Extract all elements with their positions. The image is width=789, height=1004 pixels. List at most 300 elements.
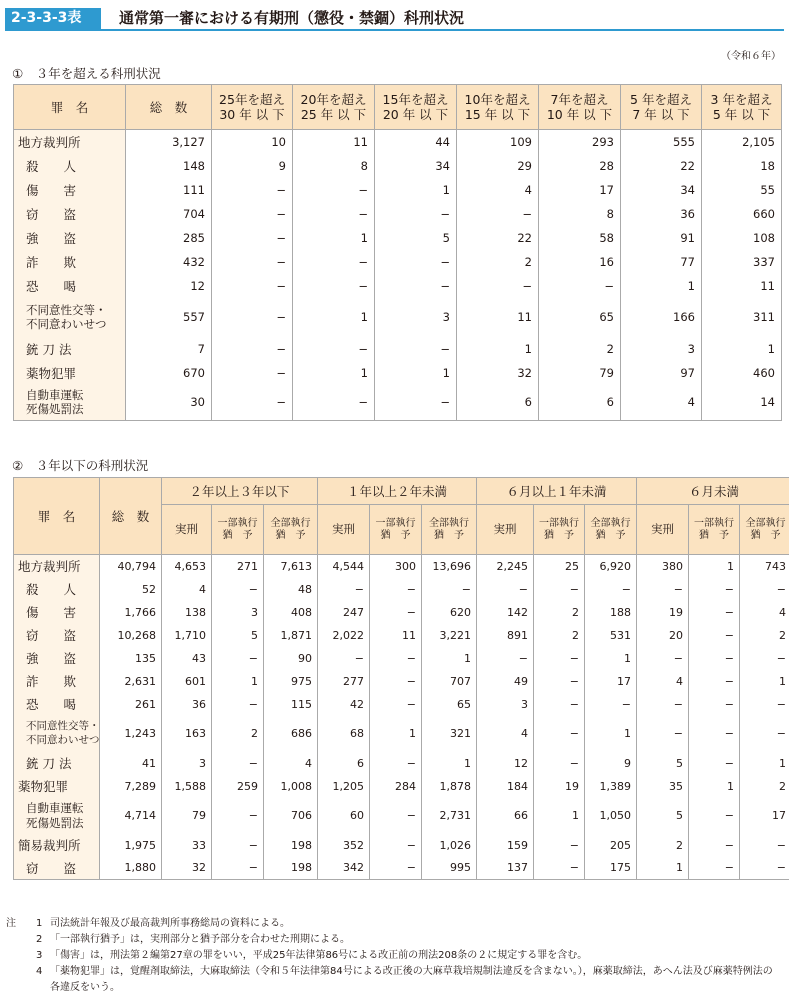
- table-row: [14, 202, 782, 226]
- cell-value: 205: [585, 834, 637, 857]
- col-header-10-15: 10年を超え 15 年 以 下: [457, 85, 539, 130]
- cell-value: 5: [637, 798, 689, 834]
- cell-value: 4: [740, 601, 789, 624]
- col-header-total: 総 数: [126, 85, 212, 130]
- subcol-partial-suspension: 一部執行 猶 予: [370, 505, 422, 555]
- cell-value: 79: [539, 361, 621, 385]
- cell-value: 11: [293, 130, 375, 154]
- table-row: [14, 154, 782, 178]
- cell-value: 137: [477, 857, 534, 880]
- cell-value: 4: [621, 385, 702, 421]
- cell-value: −: [293, 250, 375, 274]
- cell-value: 1: [375, 361, 457, 385]
- row-label: 簡易裁判所: [14, 834, 100, 857]
- table-row: [14, 361, 782, 385]
- cell-value: −: [370, 693, 422, 716]
- row-label: 銃 刀 法: [14, 752, 100, 775]
- cell-value: 704: [126, 202, 212, 226]
- cell-value: 166: [621, 298, 702, 337]
- cell-value: −: [477, 578, 534, 601]
- row-label: 詐 欺: [14, 250, 126, 274]
- cell-value: 10: [212, 130, 293, 154]
- note-number: 1: [36, 918, 43, 929]
- cell-value: 34: [375, 154, 457, 178]
- cell-value: −: [740, 647, 789, 670]
- cell-value: −: [293, 178, 375, 202]
- cell-value: 175: [585, 857, 637, 880]
- cell-value: 6: [457, 385, 539, 421]
- cell-value: 32: [457, 361, 539, 385]
- cell-value: 1,389: [585, 775, 637, 798]
- cell-value: 5: [637, 752, 689, 775]
- cell-value: 90: [264, 647, 318, 670]
- table-row: [14, 298, 782, 337]
- cell-value: 109: [457, 130, 539, 154]
- cell-value: 40,794: [100, 555, 162, 578]
- cell-value: 4: [477, 716, 534, 752]
- cell-value: 380: [637, 555, 689, 578]
- table-header: [5, 8, 784, 31]
- cell-value: 1: [375, 178, 457, 202]
- cell-value: −: [534, 857, 585, 880]
- cell-value: 3: [375, 298, 457, 337]
- col-header-crime: 罪 名: [14, 85, 126, 130]
- subcol-jikkei: 実刑: [318, 505, 370, 555]
- cell-value: 408: [264, 601, 318, 624]
- table-row: [14, 834, 789, 857]
- cell-value: −: [375, 274, 457, 298]
- cell-value: 138: [162, 601, 212, 624]
- row-label: 地方裁判所: [14, 130, 126, 154]
- cell-value: 1: [212, 670, 264, 693]
- table-row: [14, 130, 782, 154]
- cell-value: 1,766: [100, 601, 162, 624]
- note-item: [6, 964, 781, 996]
- cell-value: 1: [689, 555, 740, 578]
- cell-value: 995: [422, 857, 477, 880]
- cell-value: −: [740, 834, 789, 857]
- cell-value: 1,975: [100, 834, 162, 857]
- subcol-full-suspension: 全部執行 猶 予: [585, 505, 637, 555]
- table-row: [14, 337, 782, 361]
- row-label: 自動車運転 死傷処罰法: [14, 798, 100, 834]
- col-header-7-10: 7年を超え 10 年 以 下: [539, 85, 621, 130]
- group-header-under-6m: ６月未満: [637, 478, 789, 505]
- table-row: [14, 647, 789, 670]
- cell-value: 8: [539, 202, 621, 226]
- cell-value: 28: [539, 154, 621, 178]
- cell-value: −: [689, 693, 740, 716]
- note-number: 3: [36, 950, 43, 961]
- cell-value: 1: [422, 647, 477, 670]
- cell-value: −: [212, 857, 264, 880]
- cell-value: 1: [370, 716, 422, 752]
- cell-value: 660: [702, 202, 782, 226]
- cell-value: 68: [318, 716, 370, 752]
- col-header-total: 総 数: [100, 478, 162, 555]
- cell-value: −: [539, 274, 621, 298]
- subcol-full-suspension: 全部執行 猶 予: [264, 505, 318, 555]
- cell-value: 1,878: [422, 775, 477, 798]
- cell-value: −: [740, 857, 789, 880]
- table-row: [14, 601, 789, 624]
- cell-value: −: [375, 202, 457, 226]
- cell-value: −: [585, 578, 637, 601]
- cell-value: 163: [162, 716, 212, 752]
- cell-value: 975: [264, 670, 318, 693]
- cell-value: 10,268: [100, 624, 162, 647]
- table-row: [14, 693, 789, 716]
- cell-value: 1: [293, 226, 375, 250]
- subcol-jikkei: 実刑: [162, 505, 212, 555]
- cell-value: 2: [457, 250, 539, 274]
- cell-value: 17: [585, 670, 637, 693]
- cell-value: 77: [621, 250, 702, 274]
- cell-value: 1: [689, 775, 740, 798]
- cell-value: 2,105: [702, 130, 782, 154]
- cell-value: 1: [585, 716, 637, 752]
- cell-value: 555: [621, 130, 702, 154]
- cell-value: 198: [264, 857, 318, 880]
- cell-value: 184: [477, 775, 534, 798]
- cell-value: −: [534, 578, 585, 601]
- cell-value: 12: [126, 274, 212, 298]
- table-row: [14, 578, 789, 601]
- cell-value: −: [370, 578, 422, 601]
- row-label: 薬物犯罪: [14, 361, 126, 385]
- cell-value: −: [477, 647, 534, 670]
- cell-value: 148: [126, 154, 212, 178]
- cell-value: 159: [477, 834, 534, 857]
- cell-value: 1: [534, 798, 585, 834]
- cell-value: −: [637, 578, 689, 601]
- cell-value: 65: [539, 298, 621, 337]
- cell-value: 1: [637, 857, 689, 880]
- table-row: [14, 752, 789, 775]
- cell-value: 8: [293, 154, 375, 178]
- cell-value: 2: [534, 601, 585, 624]
- cell-value: 2,731: [422, 798, 477, 834]
- cell-value: −: [293, 202, 375, 226]
- cell-value: 321: [422, 716, 477, 752]
- row-label: 恐 喝: [14, 274, 126, 298]
- cell-value: 3: [212, 601, 264, 624]
- cell-value: −: [212, 361, 293, 385]
- row-label: 殺 人: [14, 154, 126, 178]
- cell-value: 11: [702, 274, 782, 298]
- cell-value: 337: [702, 250, 782, 274]
- cell-value: −: [534, 670, 585, 693]
- cell-value: 2,245: [477, 555, 534, 578]
- cell-value: −: [212, 337, 293, 361]
- cell-value: 65: [422, 693, 477, 716]
- table-row: [14, 178, 782, 202]
- row-label: 不同意性交等・ 不同意わいせつ: [14, 716, 100, 752]
- cell-value: −: [212, 798, 264, 834]
- cell-value: 1,871: [264, 624, 318, 647]
- col-header-25-30: 25年を超え 30 年 以 下: [212, 85, 293, 130]
- cell-value: 601: [162, 670, 212, 693]
- cell-value: 22: [621, 154, 702, 178]
- note-text: 「傷害」は，刑法第２編第27章の罪をいい，平成25年法律第86号による改正前の刑法208条の２に規定する罪を含む。: [50, 950, 588, 961]
- cell-value: 66: [477, 798, 534, 834]
- cell-value: −: [293, 337, 375, 361]
- cell-value: 4: [637, 670, 689, 693]
- cell-value: −: [689, 857, 740, 880]
- note-item: [6, 948, 781, 964]
- cell-value: −: [637, 647, 689, 670]
- note-text: 「薬物犯罪」は，覚醒剤取締法，大麻取締法（令和５年法律第84号による改正後の大麻草栽培規制法違反を含まない。），麻薬取締法，あへん法及び麻薬特例法の各違反をいう。: [50, 966, 773, 993]
- cell-value: 1,205: [318, 775, 370, 798]
- cell-value: 22: [457, 226, 539, 250]
- cell-value: 36: [621, 202, 702, 226]
- table-id-badge: 2-3-3-3表: [5, 8, 101, 29]
- cell-value: 4,653: [162, 555, 212, 578]
- cell-value: 460: [702, 361, 782, 385]
- cell-value: 670: [126, 361, 212, 385]
- note-item: [6, 916, 781, 932]
- section2-title: ② ３年以下の科刑状況: [12, 458, 149, 473]
- cell-value: 1: [293, 298, 375, 337]
- cell-value: −: [740, 693, 789, 716]
- cell-value: 531: [585, 624, 637, 647]
- cell-value: −: [689, 752, 740, 775]
- cell-value: 48: [264, 578, 318, 601]
- table-row: [14, 250, 782, 274]
- cell-value: −: [689, 670, 740, 693]
- table-row: [14, 775, 789, 798]
- subcol-jikkei: 実刑: [637, 505, 689, 555]
- cell-value: 33: [162, 834, 212, 857]
- cell-value: 4: [457, 178, 539, 202]
- row-label: 傷 害: [14, 601, 100, 624]
- cell-value: 743: [740, 555, 789, 578]
- cell-value: 1: [702, 337, 782, 361]
- cell-value: 1: [585, 647, 637, 670]
- row-label: 強 盗: [14, 226, 126, 250]
- cell-value: 311: [702, 298, 782, 337]
- note-text: 司法統計年報及び最高裁判所事務総局の資料による。: [50, 918, 290, 929]
- cell-value: 55: [702, 178, 782, 202]
- cell-value: 1,243: [100, 716, 162, 752]
- cell-value: −: [689, 647, 740, 670]
- cell-value: 2: [212, 716, 264, 752]
- cell-value: −: [740, 578, 789, 601]
- cell-value: 111: [126, 178, 212, 202]
- section1-title: ① ３年を超える科刑状況: [12, 66, 161, 81]
- note-number: 2: [36, 934, 43, 945]
- cell-value: 1,710: [162, 624, 212, 647]
- row-label: 窃 盗: [14, 624, 100, 647]
- cell-value: 5: [212, 624, 264, 647]
- row-label: 薬物犯罪: [14, 775, 100, 798]
- cell-value: 58: [539, 226, 621, 250]
- cell-value: 1,026: [422, 834, 477, 857]
- cell-value: 3,221: [422, 624, 477, 647]
- note-item: [6, 932, 781, 948]
- cell-value: 706: [264, 798, 318, 834]
- cell-value: 293: [539, 130, 621, 154]
- cell-value: 2: [637, 834, 689, 857]
- col-header-5-7: 5 年を超え 7 年 以 下: [621, 85, 702, 130]
- cell-value: 4: [162, 578, 212, 601]
- cell-value: −: [212, 834, 264, 857]
- cell-value: 432: [126, 250, 212, 274]
- over-3-years-table: [13, 84, 782, 421]
- table-row: [14, 798, 789, 834]
- cell-value: 1: [621, 274, 702, 298]
- col-header-20-25: 20年を超え 25 年 以 下: [293, 85, 375, 130]
- subcol-jikkei: 実刑: [477, 505, 534, 555]
- table-title: 通常第一審における有期刑（懲役・禁錮）科刑状況: [119, 9, 465, 27]
- cell-value: −: [457, 274, 539, 298]
- cell-value: 30: [126, 385, 212, 421]
- cell-value: 91: [621, 226, 702, 250]
- cell-value: −: [534, 716, 585, 752]
- cell-value: 1,588: [162, 775, 212, 798]
- cell-value: −: [534, 752, 585, 775]
- cell-value: −: [370, 798, 422, 834]
- cell-value: −: [370, 647, 422, 670]
- subcol-partial-suspension: 一部執行 猶 予: [212, 505, 264, 555]
- cell-value: 261: [100, 693, 162, 716]
- cell-value: 277: [318, 670, 370, 693]
- cell-value: 3,127: [126, 130, 212, 154]
- cell-value: 42: [318, 693, 370, 716]
- cell-value: 20: [637, 624, 689, 647]
- cell-value: −: [585, 693, 637, 716]
- cell-value: −: [370, 834, 422, 857]
- cell-value: −: [212, 578, 264, 601]
- cell-value: 14: [702, 385, 782, 421]
- cell-value: 1: [740, 752, 789, 775]
- cell-value: 29: [457, 154, 539, 178]
- cell-value: 3: [162, 752, 212, 775]
- row-label: 強 盗: [14, 647, 100, 670]
- subcol-full-suspension: 全部執行 猶 予: [740, 505, 789, 555]
- cell-value: 342: [318, 857, 370, 880]
- cell-value: 41: [100, 752, 162, 775]
- cell-value: −: [689, 578, 740, 601]
- cell-value: 108: [702, 226, 782, 250]
- cell-value: −: [689, 798, 740, 834]
- cell-value: −: [375, 250, 457, 274]
- table-row: [14, 624, 789, 647]
- cell-value: 35: [637, 775, 689, 798]
- cell-value: 3: [477, 693, 534, 716]
- cell-value: 60: [318, 798, 370, 834]
- cell-value: −: [637, 716, 689, 752]
- table-row: [14, 385, 782, 421]
- cell-value: −: [689, 834, 740, 857]
- cell-value: 1: [422, 752, 477, 775]
- cell-value: 11: [457, 298, 539, 337]
- col-header-3-5: 3 年を超え 5 年 以 下: [702, 85, 782, 130]
- cell-value: 686: [264, 716, 318, 752]
- cell-value: −: [212, 274, 293, 298]
- row-label: 傷 害: [14, 178, 126, 202]
- cell-value: 9: [212, 154, 293, 178]
- cell-value: −: [212, 647, 264, 670]
- cell-value: 17: [740, 798, 789, 834]
- cell-value: 4,714: [100, 798, 162, 834]
- cell-value: −: [689, 601, 740, 624]
- table-row: [14, 670, 789, 693]
- cell-value: −: [370, 857, 422, 880]
- row-label: 地方裁判所: [14, 555, 100, 578]
- col-header-15-20: 15年を超え 20 年 以 下: [375, 85, 457, 130]
- cell-value: 19: [534, 775, 585, 798]
- cell-value: −: [293, 385, 375, 421]
- cell-value: 135: [100, 647, 162, 670]
- cell-value: 7: [126, 337, 212, 361]
- cell-value: −: [534, 834, 585, 857]
- cell-value: 7,289: [100, 775, 162, 798]
- row-label: 不同意性交等・ 不同意わいせつ: [14, 298, 126, 337]
- cell-value: −: [689, 716, 740, 752]
- cell-value: 36: [162, 693, 212, 716]
- cell-value: 707: [422, 670, 477, 693]
- cell-value: −: [422, 578, 477, 601]
- cell-value: 1: [293, 361, 375, 385]
- col-header-crime: 罪 名: [14, 478, 100, 555]
- cell-value: 198: [264, 834, 318, 857]
- group-header-6m-1y: ６月以上１年未満: [477, 478, 637, 505]
- cell-value: −: [212, 298, 293, 337]
- cell-value: 34: [621, 178, 702, 202]
- table-row: [14, 555, 789, 578]
- cell-value: 18: [702, 154, 782, 178]
- cell-value: 13,696: [422, 555, 477, 578]
- cell-value: 25: [534, 555, 585, 578]
- cell-value: −: [637, 693, 689, 716]
- cell-value: 2: [539, 337, 621, 361]
- cell-value: 1: [457, 337, 539, 361]
- cell-value: −: [318, 578, 370, 601]
- cell-value: 4,544: [318, 555, 370, 578]
- cell-value: −: [534, 693, 585, 716]
- cell-value: 52: [100, 578, 162, 601]
- cell-value: −: [689, 624, 740, 647]
- cell-value: 43: [162, 647, 212, 670]
- cell-value: −: [534, 647, 585, 670]
- subcol-full-suspension: 全部執行 猶 予: [422, 505, 477, 555]
- cell-value: 2: [740, 624, 789, 647]
- cell-value: 16: [539, 250, 621, 274]
- cell-value: 1,050: [585, 798, 637, 834]
- era-label: （令和６年）: [721, 51, 781, 62]
- cell-value: 300: [370, 555, 422, 578]
- cell-value: −: [375, 385, 457, 421]
- notes-label: 注: [6, 918, 16, 929]
- cell-value: 2,022: [318, 624, 370, 647]
- cell-value: −: [212, 202, 293, 226]
- cell-value: 259: [212, 775, 264, 798]
- cell-value: 284: [370, 775, 422, 798]
- table-row: [14, 857, 789, 880]
- note-number: 4: [36, 966, 43, 977]
- cell-value: 2: [534, 624, 585, 647]
- cell-value: −: [457, 202, 539, 226]
- table-row: [14, 716, 789, 752]
- cell-value: 19: [637, 601, 689, 624]
- subcol-partial-suspension: 一部執行 猶 予: [689, 505, 740, 555]
- row-label: 銃 刀 法: [14, 337, 126, 361]
- cell-value: −: [212, 693, 264, 716]
- row-label: 恐 喝: [14, 693, 100, 716]
- cell-value: 557: [126, 298, 212, 337]
- cell-value: 6: [318, 752, 370, 775]
